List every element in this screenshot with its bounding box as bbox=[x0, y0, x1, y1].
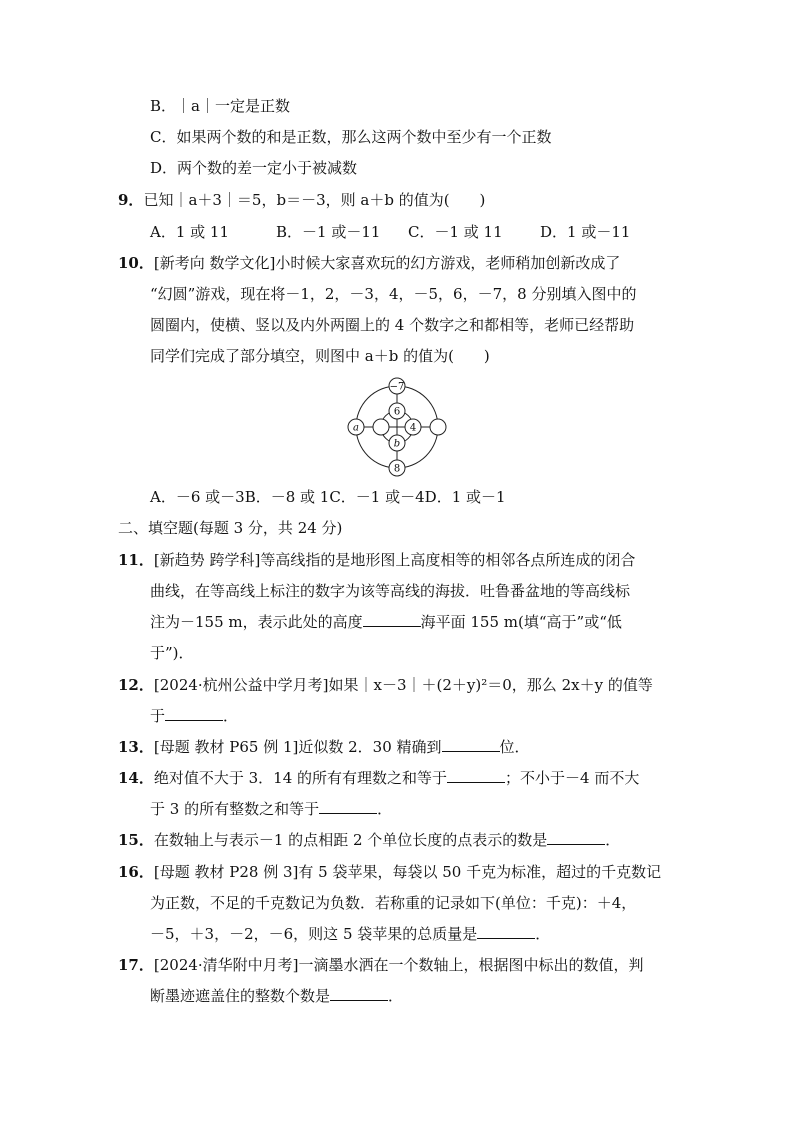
text-part: 在数轴上与表示－1 的点相距 2 个单位长度的点表示的数是 bbox=[153, 831, 548, 849]
answer-blank[interactable] bbox=[447, 768, 505, 783]
question-number: 14． bbox=[118, 769, 154, 787]
question-text: [新趋势 跨学科]等高线指的是地形图上高度相等的相邻各点所连成的闭合 bbox=[153, 551, 636, 569]
question-text: 为正数，不足的千克数记为负数．若称重的记录如下(单位：千克)：＋4， bbox=[150, 894, 637, 912]
question-9 bbox=[118, 190, 485, 210]
text-part: [母题 教材 P65 例 1]近似数 2．30 精确到 bbox=[153, 738, 442, 756]
question-text: [新考向 数学文化]小时候大家喜欢玩的幻方游戏，老师稍加创新改成了 bbox=[153, 254, 621, 272]
answer-blank[interactable] bbox=[363, 612, 421, 627]
answer-blank[interactable] bbox=[442, 737, 500, 752]
node-outer-right bbox=[430, 419, 446, 435]
text-part: －5，＋3，－2，－6，则这 5 袋苹果的总质量是 bbox=[150, 925, 478, 943]
answer-blank[interactable] bbox=[319, 799, 377, 814]
question-text: 同学们完成了部分填空，则图中 a＋b 的值为( ) bbox=[150, 347, 490, 365]
question-number: 12． bbox=[118, 676, 154, 694]
text-part: 于 bbox=[150, 707, 166, 725]
text-part: 海平面 155 m(填“高于”或“低 bbox=[420, 613, 622, 631]
question-number: 16． bbox=[118, 863, 154, 881]
question-16 bbox=[118, 862, 661, 882]
question-text: [母题 教材 P28 例 3]有 5 袋苹果，每袋以 50 千克为标准，超过的千克数记 bbox=[153, 863, 662, 881]
text-part: ；不小于－4 而不大 bbox=[505, 769, 640, 787]
q8-option-d: D．两个数的差一定小于被减数 bbox=[150, 159, 358, 177]
text-part: ． bbox=[377, 800, 393, 818]
q9-option-d: D．1 或－11 bbox=[540, 223, 631, 241]
text-part: 位． bbox=[499, 738, 530, 756]
question-text: “幻圆”游戏，现在将－1，2，－3，4，－5，6，－7，8 分别填入图中的 bbox=[150, 285, 637, 303]
q9-option-a: A．1 或 11 bbox=[150, 223, 229, 241]
question-10 bbox=[118, 253, 620, 273]
label-outer-top: −7 bbox=[389, 381, 405, 393]
question-number: 17． bbox=[118, 956, 154, 974]
answer-blank[interactable] bbox=[477, 924, 535, 939]
question-text bbox=[150, 924, 550, 944]
section-title: 二、填空题(每题 3 分，共 24 分) bbox=[118, 519, 343, 537]
label-inner-top: 6 bbox=[393, 406, 401, 418]
text-part: ． bbox=[388, 987, 404, 1005]
question-text bbox=[150, 799, 392, 819]
q9-option-b: B．－1 或－11 bbox=[276, 223, 381, 241]
question-15 bbox=[118, 830, 620, 850]
question-text: 圆圈内，使横、竖以及内外两圈上的 4 个数字之和都相等，老师已经帮助 bbox=[150, 316, 635, 334]
label-outer-left: a bbox=[353, 422, 359, 434]
question-text: [2024·清华附中月考]一滴墨水洒在一个数轴上，根据图中标出的数值，判 bbox=[153, 956, 644, 974]
text-part: 于 3 的所有整数之和等于 bbox=[150, 800, 320, 818]
q8-option-c: C．如果两个数的和是正数，那么这两个数中至少有一个正数 bbox=[150, 128, 552, 146]
node-inner-left bbox=[373, 419, 389, 435]
question-number: 15． bbox=[118, 831, 154, 849]
text-part: 绝对值不大于 3．14 的所有有理数之和等于 bbox=[153, 769, 448, 787]
label-inner-bottom: b bbox=[393, 438, 401, 450]
q9-option-c: C．－1 或 11 bbox=[408, 223, 503, 241]
text-part: ． bbox=[535, 925, 551, 943]
question-number: 9． bbox=[118, 191, 144, 209]
question-text bbox=[150, 986, 403, 1006]
answer-blank[interactable] bbox=[165, 706, 223, 721]
text-part: ． bbox=[223, 707, 239, 725]
question-12 bbox=[118, 675, 653, 695]
question-stem: 已知｜a＋3｜＝5，b＝－3，则 a＋b 的值为( ) bbox=[143, 191, 486, 209]
answer-blank[interactable] bbox=[547, 830, 605, 845]
question-text: [2024·杭州公益中学月考]如果｜x－3｜＋(2＋y)²＝0，那么 2x＋y 的值等 bbox=[153, 676, 653, 694]
question-text bbox=[150, 612, 622, 632]
question-13 bbox=[118, 737, 530, 757]
magic-circle-figure bbox=[344, 374, 450, 480]
question-number: 10． bbox=[118, 254, 154, 272]
text-part: 断墨迹遮盖住的整数个数是 bbox=[150, 987, 331, 1005]
q8-option-b: B．｜a｜一定是正数 bbox=[150, 97, 290, 115]
question-14 bbox=[118, 768, 639, 788]
label-inner-right: 4 bbox=[409, 422, 417, 434]
question-number: 13． bbox=[118, 738, 154, 756]
text-part: 注为－155 m，表示此处的高度 bbox=[150, 613, 363, 631]
question-17 bbox=[118, 955, 644, 975]
question-text bbox=[150, 706, 238, 726]
question-11 bbox=[118, 550, 635, 570]
answer-blank[interactable] bbox=[330, 986, 388, 1001]
q10-options: A．－6 或－3B．－8 或 1C．－1 或－4D．1 或－1 bbox=[150, 488, 506, 506]
text-part: ． bbox=[605, 831, 621, 849]
question-text: 曲线，在等高线上标注的数字为该等高线的海拔．吐鲁番盆地的等高线标 bbox=[150, 582, 631, 600]
question-text: 于”)． bbox=[150, 644, 194, 662]
label-outer-bottom: 8 bbox=[393, 463, 401, 475]
question-number: 11． bbox=[118, 551, 154, 569]
